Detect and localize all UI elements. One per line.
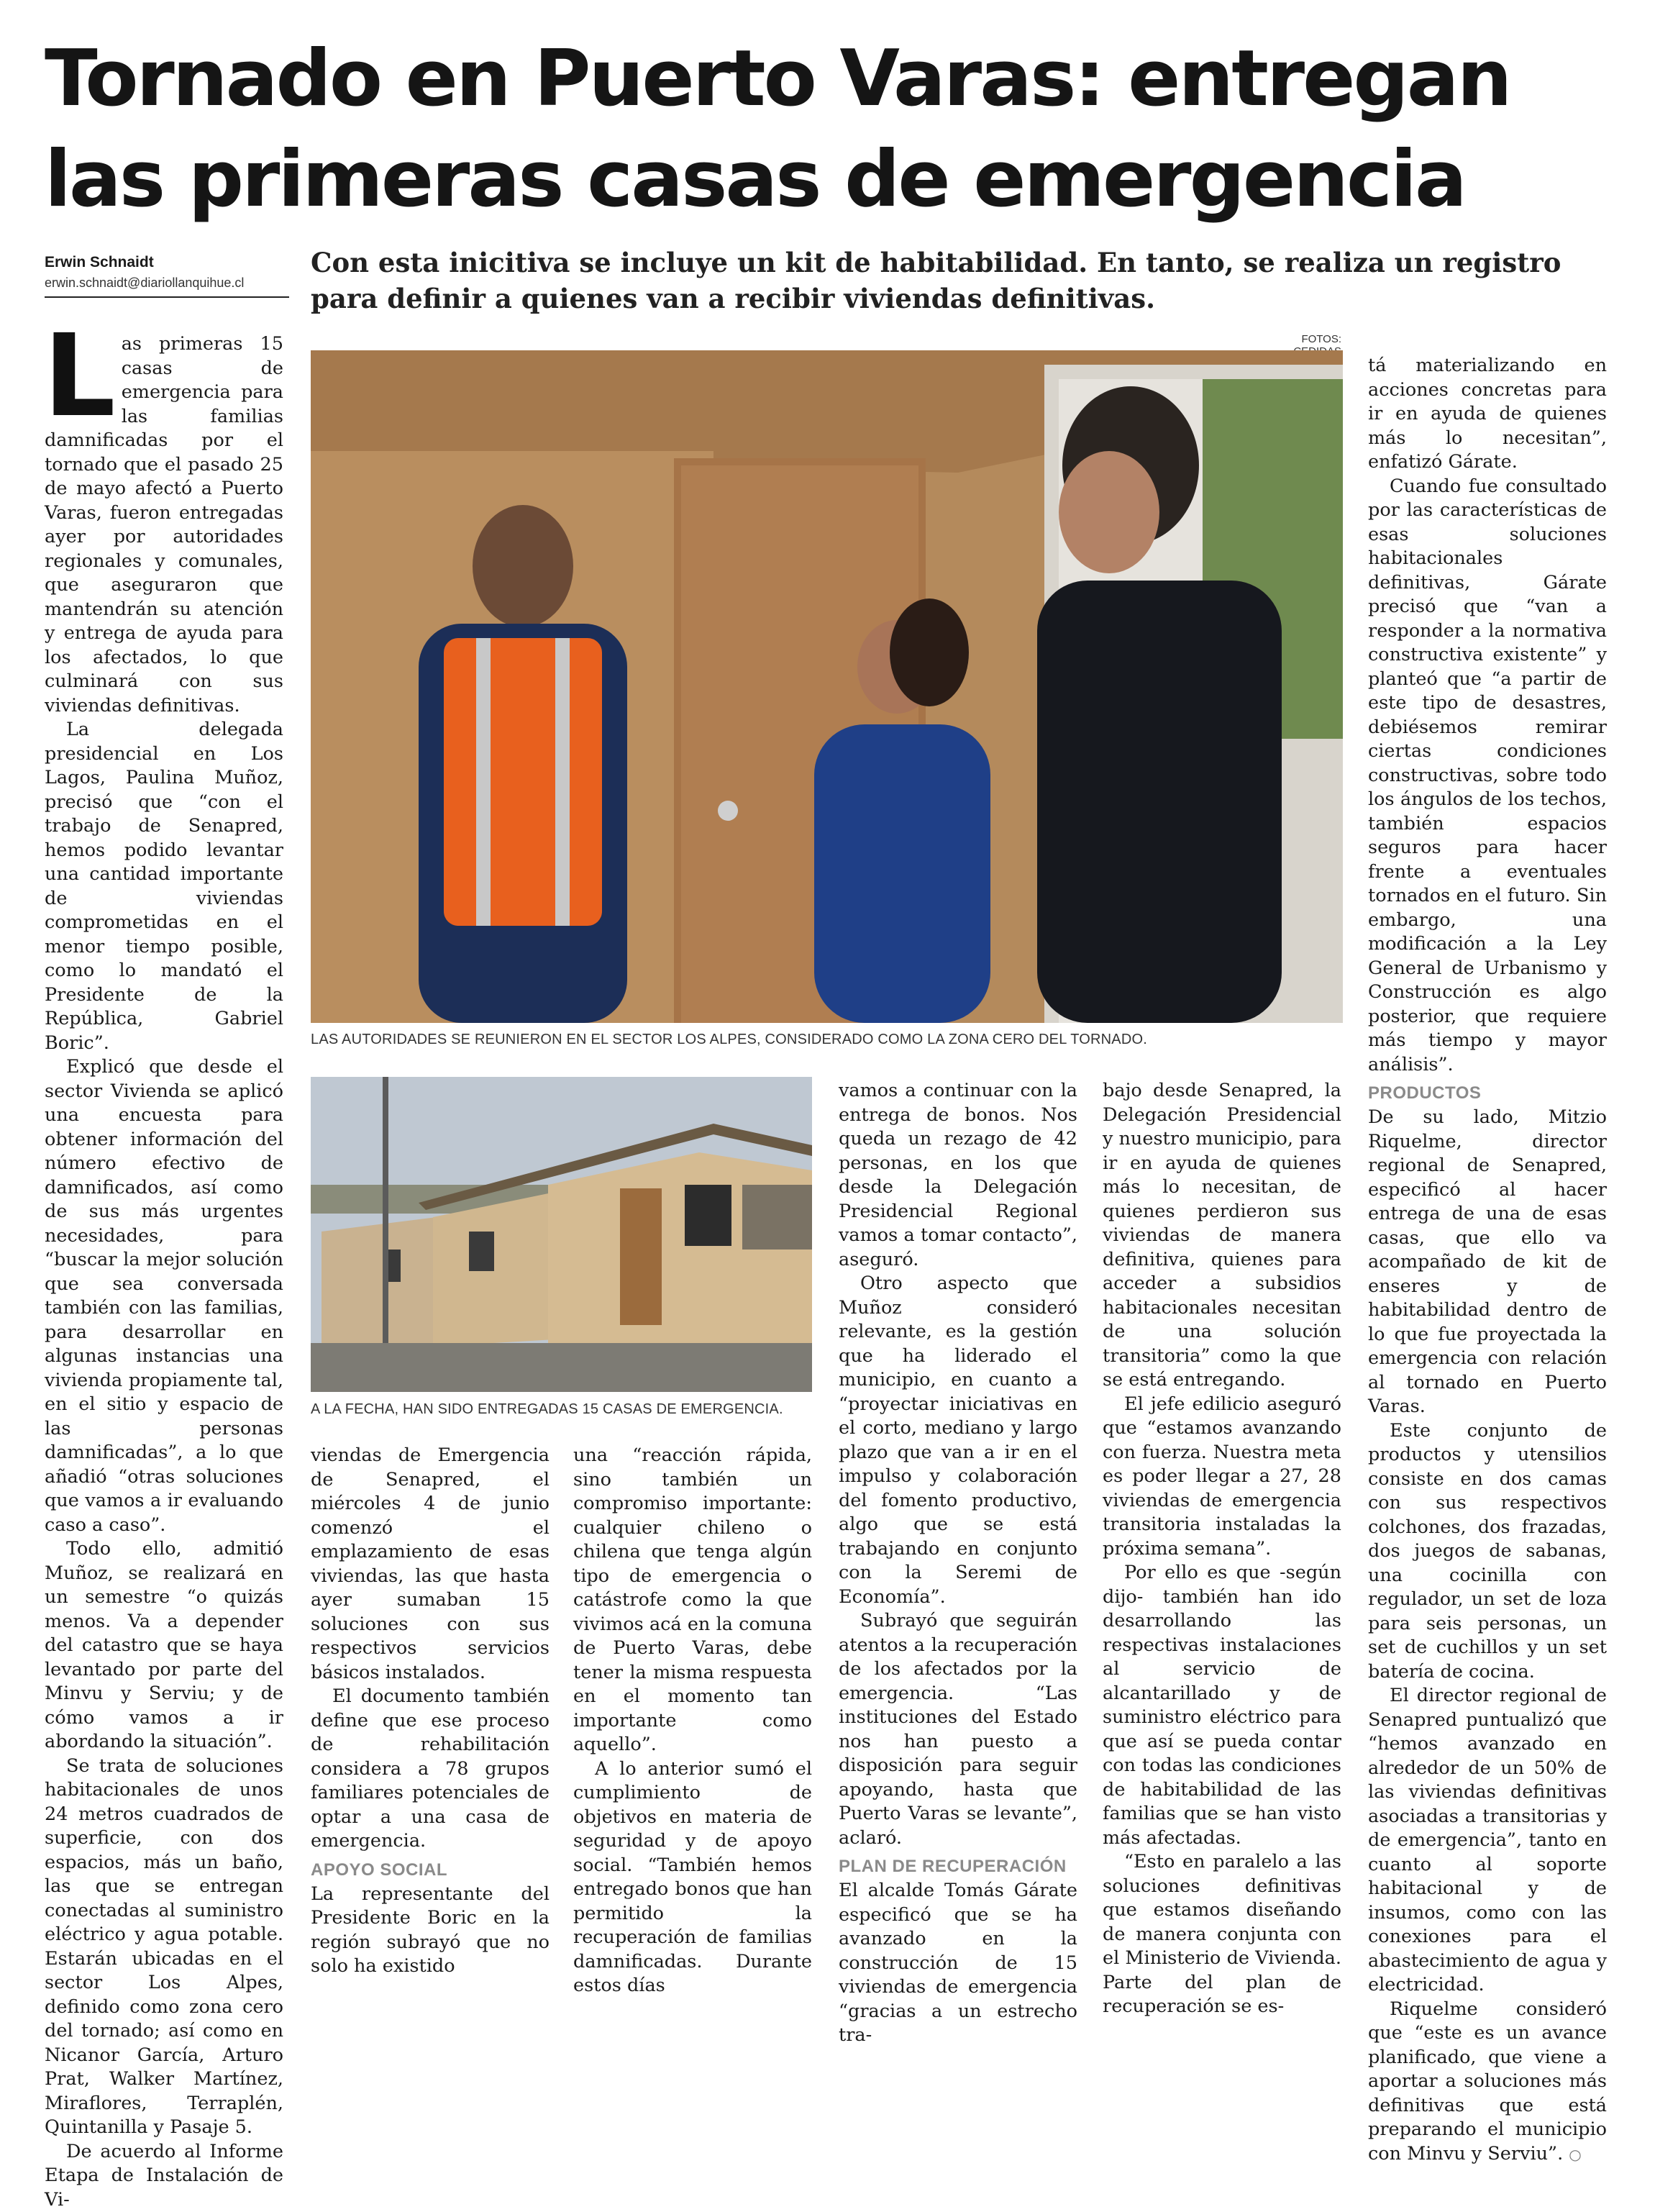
col5-paragraph: Por ello es que -según dijo- también han ido desarrollando las respectivas instalaciones al servicio de alcantarillado y de suministro eléctrico para que así se pueda contar con todas las condiciones de habitabilidad de las familias que se han visto más afectadas.: [1103, 1561, 1341, 1850]
col6-paragraph: Riquelme consideró que “este es un avance planificado, que viene a aportar a soluciones más definitivas que está preparando el municipio con Minvu y Serviu”.: [1368, 1998, 1607, 2165]
col4-paragraph: El alcalde Tomás Gárate especificó que se ha avanzado en la construcción de 15 viviendas de emergencia “gracias a un estrecho tra-: [839, 1879, 1077, 2048]
column-2: [311, 1444, 550, 1919]
column-5: [1103, 1079, 1341, 1917]
col6-paragraph: tá materializando en acciones concretas para ir en ayuda de quienes más lo necesitan”, enfatizó Gárate.: [1368, 354, 1607, 475]
col1-paragraph: as primeras 15 casas de emergencia para las familias damnificadas por el tornado que el pasado 25 de mayo afectó a Puerto Varas, fueron entregadas ayer por autoridades regionales y comunales, que aseguraron que mantendrán su atención y entrega de ayuda para los afectados, lo que culminará con sus viviendas definitivas.: [45, 333, 283, 716]
photo-credit: FOTOS:: [1262, 333, 1341, 358]
col1-paragraph: La delegada presidencial en Los Lagos, Paulina Muñoz, precisó que “con el trabajo de Senapred, hemos podido levantar una cantidad importante de viviendas comprometidas en el menor tiempo posible, como lo mandató el Presidente de la República, Gabriel Boric”.: [45, 718, 283, 1055]
column-4: [839, 1079, 1077, 1917]
subhead-productos: PRODUCTOS: [1368, 1081, 1607, 1106]
column-1: [45, 332, 283, 1915]
col1-paragraph: Explicó que desde el sector Vivienda se aplicó una encuesta para obtener información del número efectivo de damnificados, así como de sus más urgentes necesidades, para “buscar la mejor solución que sea conversada también con las familias, para desarrollar en algunas instancias una vivienda propiamente tal, en el sitio y espacio de las personas damnificadas”, a lo que añadió “otras soluciones que vamos a ir evaluando caso a caso”.: [45, 1055, 283, 1537]
author-name: Erwin Schnaidt: [45, 252, 289, 273]
col2-paragraph: viendas de Emergencia de Senapred, el miércoles 4 de junio comenzó el emplazamiento de esas viviendas, las que hasta ayer sumaban 15 soluciones con sus respectivos servicios básicos instalados.: [311, 1444, 550, 1685]
subhead-plan-recuperacion: PLAN DE RECUPERACIÓN: [839, 1854, 1077, 1879]
column-3: [573, 1444, 812, 1919]
headline: Tornado en Puerto Varas: entregan las primeras casas de emergencia: [45, 29, 1613, 230]
col6-paragraph: El director regional de Senapred puntualizó que “hemos avanzado en alrededor de un 50% de las viviendas definitivas asociadas a transitorias y de emergencia”, tanto en cuanto al soporte habitacional y de insumos, como con las conexiones para el abastecimiento de agua y electricidad.: [1368, 1684, 1607, 1998]
col4-paragraph: vamos a continuar con la entrega de bonos. Nos queda un rezago de 42 personas, en los que desde la Delegación Presidencial Regional vamos a tomar contacto”, aseguró.: [839, 1079, 1077, 1272]
subhead-apoyo-social: APOYO SOCIAL: [311, 1858, 550, 1883]
col6-paragraph: Este conjunto de productos y utensilios consiste en dos camas con sus respectivos colchones, dos frazadas, dos juegos de sabanas, una cocinilla con regulador, un set de loza para seis personas, un set de cuchillos y un set batería de cocina.: [1368, 1419, 1607, 1685]
houses-photo: [311, 1077, 812, 1392]
col2-paragraph: La representante del Presidente Boric en la región subrayó que no solo ha existido: [311, 1883, 550, 1979]
col5-paragraph: “Esto en paralelo a las soluciones definitivas que estamos diseñando de manera conjunta con el Ministerio de Vivienda. Parte del plan de recuperación se es-: [1103, 1850, 1341, 2019]
author-email[interactable]: erwin.schnaidt@diariollanquihue.cl: [45, 273, 289, 292]
col5-paragraph: bajo desde Senapred, la Delegación Presidencial y nuestro municipio, para ir en ayuda de quienes más lo necesitan, de quienes perdieron sus viviendas de manera definitiva, quienes para acceder a subsidios habitacionales necesitan de una solución transitoria” como la que se está entregando.: [1103, 1079, 1341, 1393]
col4-paragraph: Subrayó que seguirán atentos a la recuperación de los afectados por la emergencia. “Las instituciones del Estado nos han puesto a disposición para seguir apoyando, hasta que Puerto Varas se levante”, aclaró.: [839, 1609, 1077, 1850]
houses-photo-caption: A LA FECHA, HAN SIDO ENTREGADAS 15 CASAS DE EMERGENCIA.: [311, 1400, 812, 1419]
col4-paragraph: Otro aspecto que Muñoz consideró relevante, es la gestión que ha liderado el municipio, en cuanto a “proyectar iniciativas en el corto, mediano y largo plazo que van a ir en el impulso y colaboración del fomento productivo, algo que se está trabajando en conjunto con la Seremi de Economía”.: [839, 1272, 1077, 1609]
main-photo-caption: LAS AUTORIDADES SE REUNIERON EN EL SECTOR LOS ALPES, CONSIDERADO COMO LA ZONA CERO DEL TORNADO.: [311, 1030, 1343, 1049]
byline-rule: [45, 296, 289, 298]
deck: Con esta inicitiva se incluye un kit de habitabilidad. En tanto, se realiza un registro para definir a quienes van a recibir viviendas definitivas.: [311, 245, 1620, 317]
dropcap: L: [43, 334, 116, 419]
end-circle-icon: ○: [1569, 2146, 1581, 2163]
col6-paragraph: De su lado, Mitzio Riquelme, director regional de Senapred, especificó al hacer entrega de una de esas casas, que ello va acompañado de kit de enseres y de habitabilidad dentro de lo que fue proyectada la emergencia con relación al tornado en Puerto Varas.: [1368, 1106, 1607, 1419]
col1-paragraph: Se trata de soluciones habitacionales de unos 24 metros cuadrados de superficie, con dos espacios, más un baño, las que se entregan conectadas al suministro eléctrico y agua potable. Estarán ubicadas en el sector Los Alpes, definido como zona cero del tornado; así como en Nicanor García, Arturo Prat, Walker Martínez, Miraflores, Terraplén, Quintanilla y Pasaje 5.: [45, 1754, 283, 2140]
col1-paragraph: De acuerdo al Informe Etapa de Instalación de Vi-: [45, 2140, 283, 2212]
main-photo: [311, 350, 1343, 1023]
col3-paragraph: A lo anterior sumó el cumplimiento de objetivos en materia de seguridad y de apoyo social. “También hemos entregado bonos que han permitido la recuperación de familias damnificadas. Durante estos días: [573, 1757, 812, 1998]
col2-paragraph: El documento también define que ese proceso de rehabilitación considera a 78 grupos familiares potenciales de optar a una casa de emergencia.: [311, 1685, 550, 1854]
column-6: [1368, 354, 1607, 1919]
col1-paragraph: Todo ello, admitió Muñoz, se realizará en un semestre “o quizás menos. Va a depender del catastro que se haya levantado por parte del Minvu y Serviu; y de cómo vamos a ir abordando la situación”.: [45, 1537, 283, 1754]
byline: [45, 252, 289, 298]
col5-paragraph: El jefe edilicio aseguró que “estamos avanzando con fuerza. Nuestra meta es poder llegar a 27, 28 viviendas de emergencia transitoria instaladas la próxima semana”.: [1103, 1393, 1341, 1562]
col3-paragraph: una “reacción rápida, sino también un compromiso importante: cualquier chileno o chilena que tenga algún tipo de emergencia o catástrofe como la que vivimos acá en la comuna de Puerto Varas, debe tener la misma respuesta en el momento tan importante como aquello”.: [573, 1444, 812, 1757]
col6-paragraph: Cuando fue consultado por las características de esas soluciones habitacionales definitivas, Gárate precisó que “van a responder a la normativa constructiva existente” y planteó que “a partir de este tipo de desastres, debiésemos remirar ciertas condiciones constructivas, sobre todo los ángulos de los techos, también espacios seguros para hacer frente a eventuales tornados en el futuro. Sin embargo, una modificación a la Ley General de Urbanismo y Construcción es algo posterior, que requiere más tiempo y mayor análisis”.: [1368, 475, 1607, 1078]
